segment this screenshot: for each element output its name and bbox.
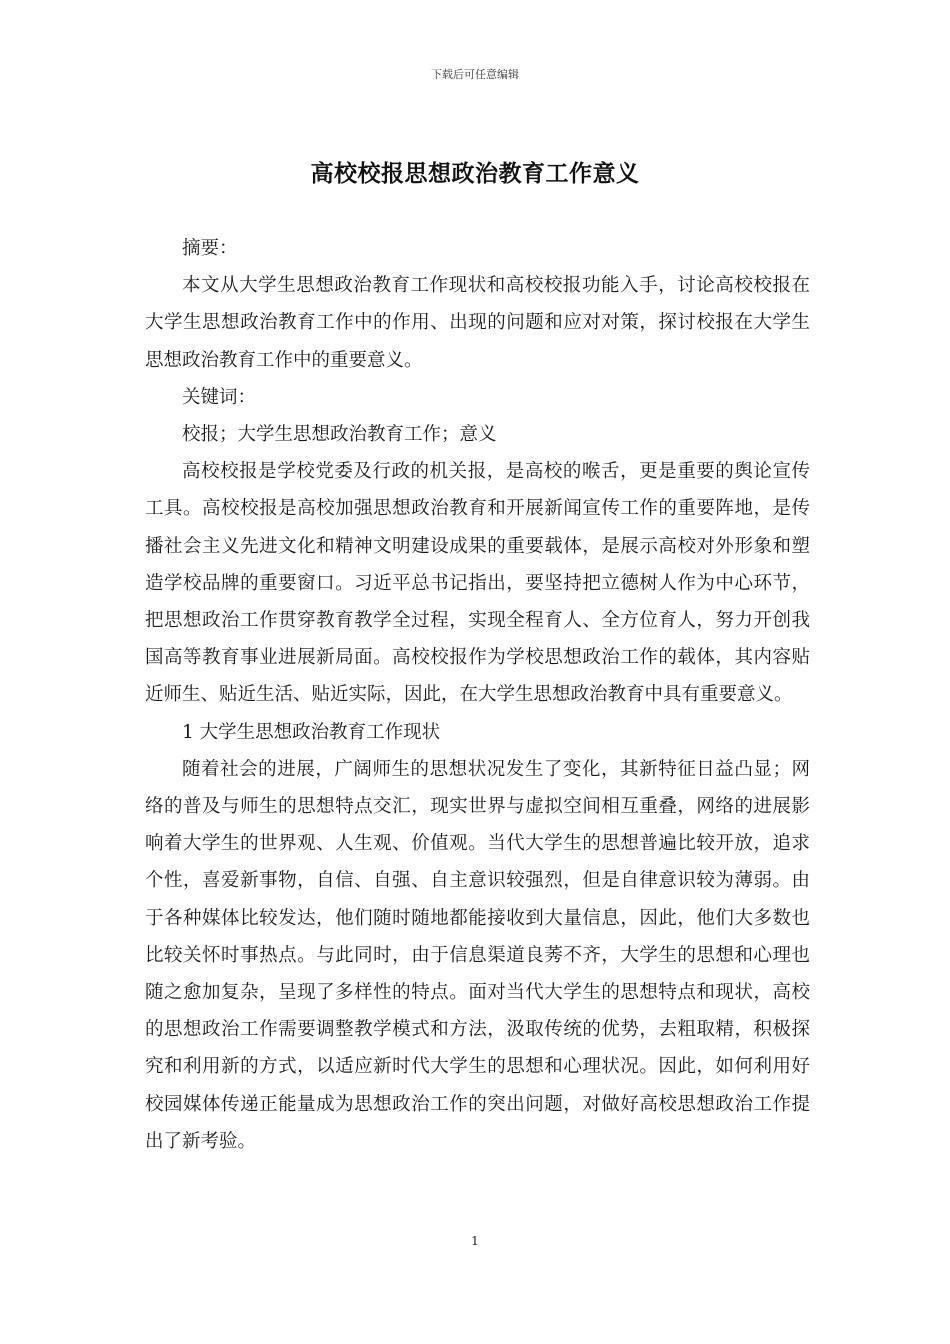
abstract-paragraph: 本文从大学生思想政治教育工作现状和高校校报功能入手，讨论高校校报在大学生思想政治教育工作中的作用、出现的问题和应对对策，探讨校报在大学生思想政治教育工作中的重要意义。 xyxy=(145,275,810,371)
document-title: 高校校报思想政治教育工作意义 xyxy=(310,160,640,187)
abstract-label: 摘要： xyxy=(182,238,238,259)
page-number: 1 xyxy=(471,1234,479,1248)
keywords-paragraph: 校报；大学生思想政治教育工作；意义 xyxy=(182,424,497,446)
section-1-paragraph: 随着社会的进展，广阔师生的思想状况发生了变化，其新特征日益凸显；网络的普及与师生的思想特点交汇，现实世界与虚拟空间相互重叠，网络的进展影响着大学生的世界观、人生观、价值观。当代大学生的思想普遍比较开放，追求个性，喜爱新事物，自信、自强、自主意识较强烈，但是自律意识较为薄弱。由于各种媒体比较发达，他们随时随地都能接收到大量信息，因此，他们大多数也比较关怀时事热点。与此同时，由于信息渠道良莠不齐，大学生的思想和心理也随之愈加复杂，呈现了多样性的特点。面对当代大学生的思想特点和现状，高校的思想政治工作需要调整教学模式和方法，汲取传统的优势，去粗取精，积极探究和利用新的方式，以适应新时代大学生的思想和心理状况。因此，如何利用好校园媒体传递正能量成为思想政治工作的突出问题，对做好高校思想政治工作提出了新考验。 xyxy=(145,758,810,1152)
header-note: 下载后可任意编辑 xyxy=(431,68,519,81)
document-body xyxy=(145,230,810,1160)
section-1-heading: 1 大学生思想政治教育工作现状 xyxy=(182,721,441,743)
keywords-label: 关键词： xyxy=(182,386,257,408)
intro-paragraph: 高校校报是学校党委及行政的机关报，是高校的喉舌，更是重要的舆论宣传工具。高校校报是高校加强思想政治教育和开展新闻宣传工作的重要阵地，是传播社会主义先进文化和精神文明建设成果的重要载体，是展示高校对外形象和塑造学校品牌的重要窗口。习近平总书记指出，要坚持把立德树人作为中心环节，把思想政治工作贯穿教育教学全过程，实现全程育人、全方位育人，努力开创我国高等教育事业进展新局面。高校校报作为学校思想政治工作的载体，其内容贴近师生、贴近生活、贴近实际，因此，在大学生思想政治教育中具有重要意义。 xyxy=(145,461,810,706)
